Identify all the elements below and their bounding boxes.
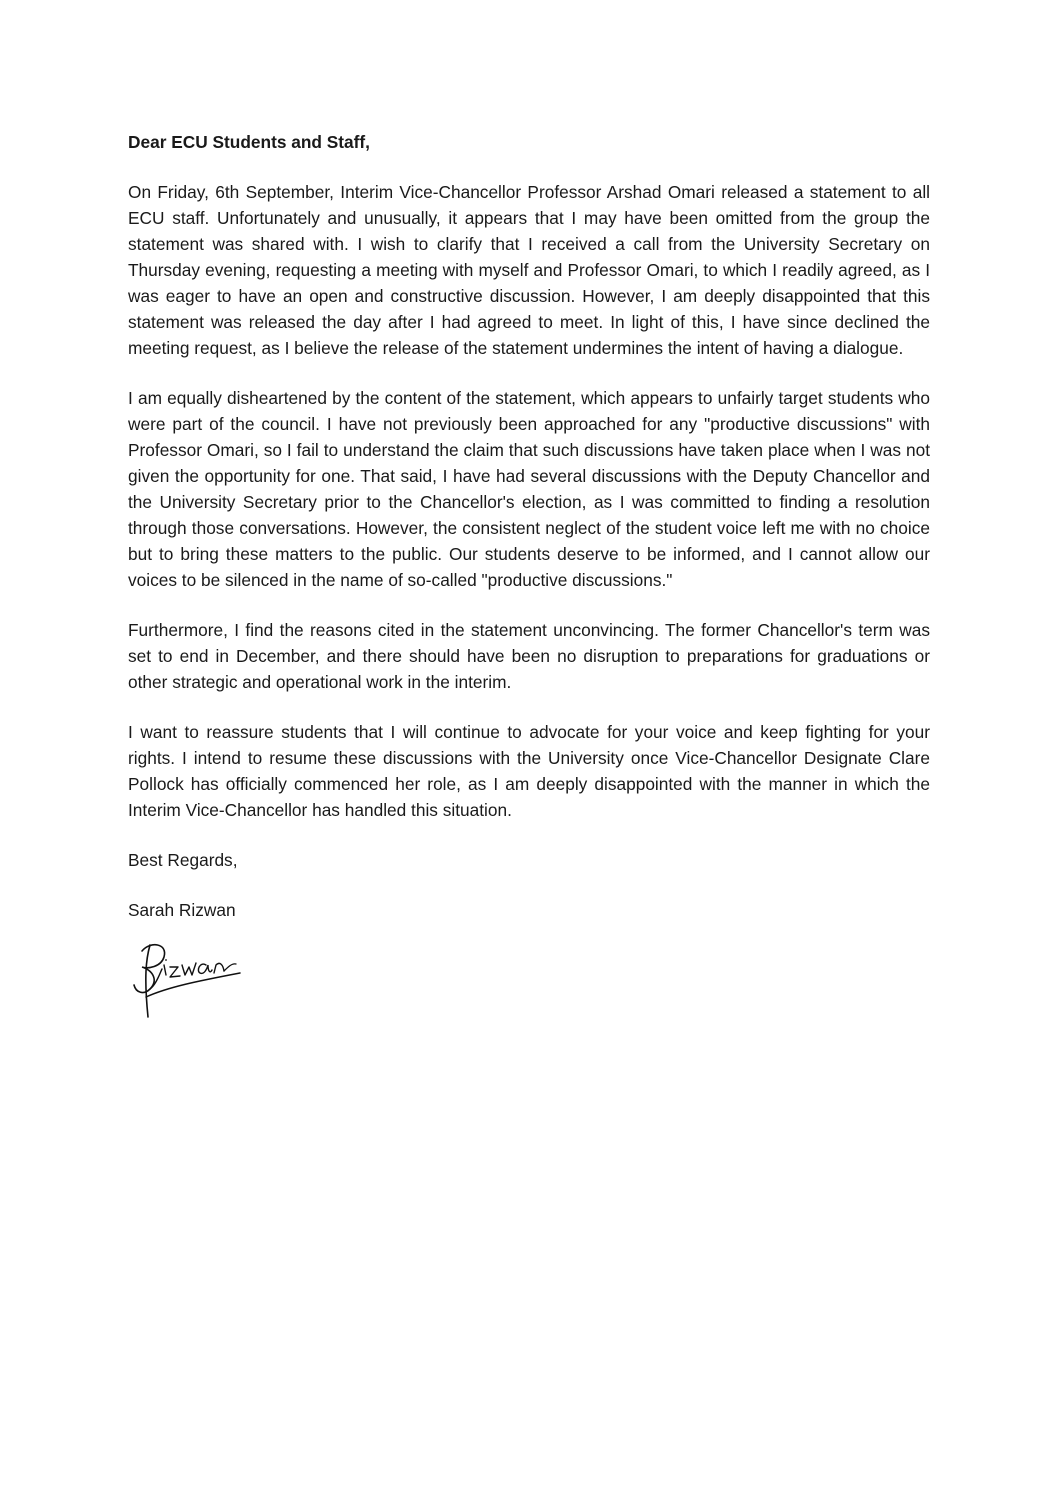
paragraph-4: I want to reassure students that I will continue to advocate for your voice and keep fighting for your rights. I intend to resume these discussions with the University once Vice-Chancellor Designate Clare Pollock has officially commenced her role, as I am deeply disappointed with the manner in which the Interim Vice-Chancellor has handled this situation. — [128, 722, 930, 820]
closing: Best Regards, — [128, 850, 238, 870]
paragraph-1: On Friday, 6th September, Interim Vice-Chancellor Professor Arshad Omari released a statement to all ECU staff. Unfortunately and unusually, it appears that I may have been omitted from the group the statement was shared with. I wish to clarify that I received a call from the University Secretary on Thursday evening, requesting a meeting with myself and Professor Omari, to which I readily agreed, as I was eager to have an open and constructive discussion. However, I am deeply disappointed that this statement was released the day after I had agreed to meet. In light of this, I have since declined the meeting request, as I believe the release of the statement undermines the intent of having a dialogue. — [128, 182, 930, 358]
signer-name: Sarah Rizwan — [128, 900, 236, 920]
salutation: Dear ECU Students and Staff, — [128, 132, 370, 152]
paragraph-3: Furthermore, I find the reasons cited in the statement unconvincing. The former Chancellor's term was set to end in December, and there should have been no disruption to preparations for graduations or other strategic and operational work in the interim. — [128, 620, 930, 692]
paragraph-2: I am equally disheartened by the content of the statement, which appears to unfairly target students who were part of the council. I have not previously been approached for any "productive discussions" with Professor Omari, so I fail to understand the claim that such discussions have taken place when I was not given the opportunity for one. That said, I have had several discussions with the Deputy Chancellor and the University Secretary prior to the Chancellor's election, as I was committed to finding a resolution through those conversations. However, the consistent neglect of the student voice left me with no choice but to bring these matters to the public. Our students deserve to be informed, and I cannot allow our voices to be silenced in the name of so-called "productive discussions." — [128, 388, 930, 590]
handwritten-signature — [128, 937, 248, 1022]
letter-body — [128, 129, 930, 1022]
